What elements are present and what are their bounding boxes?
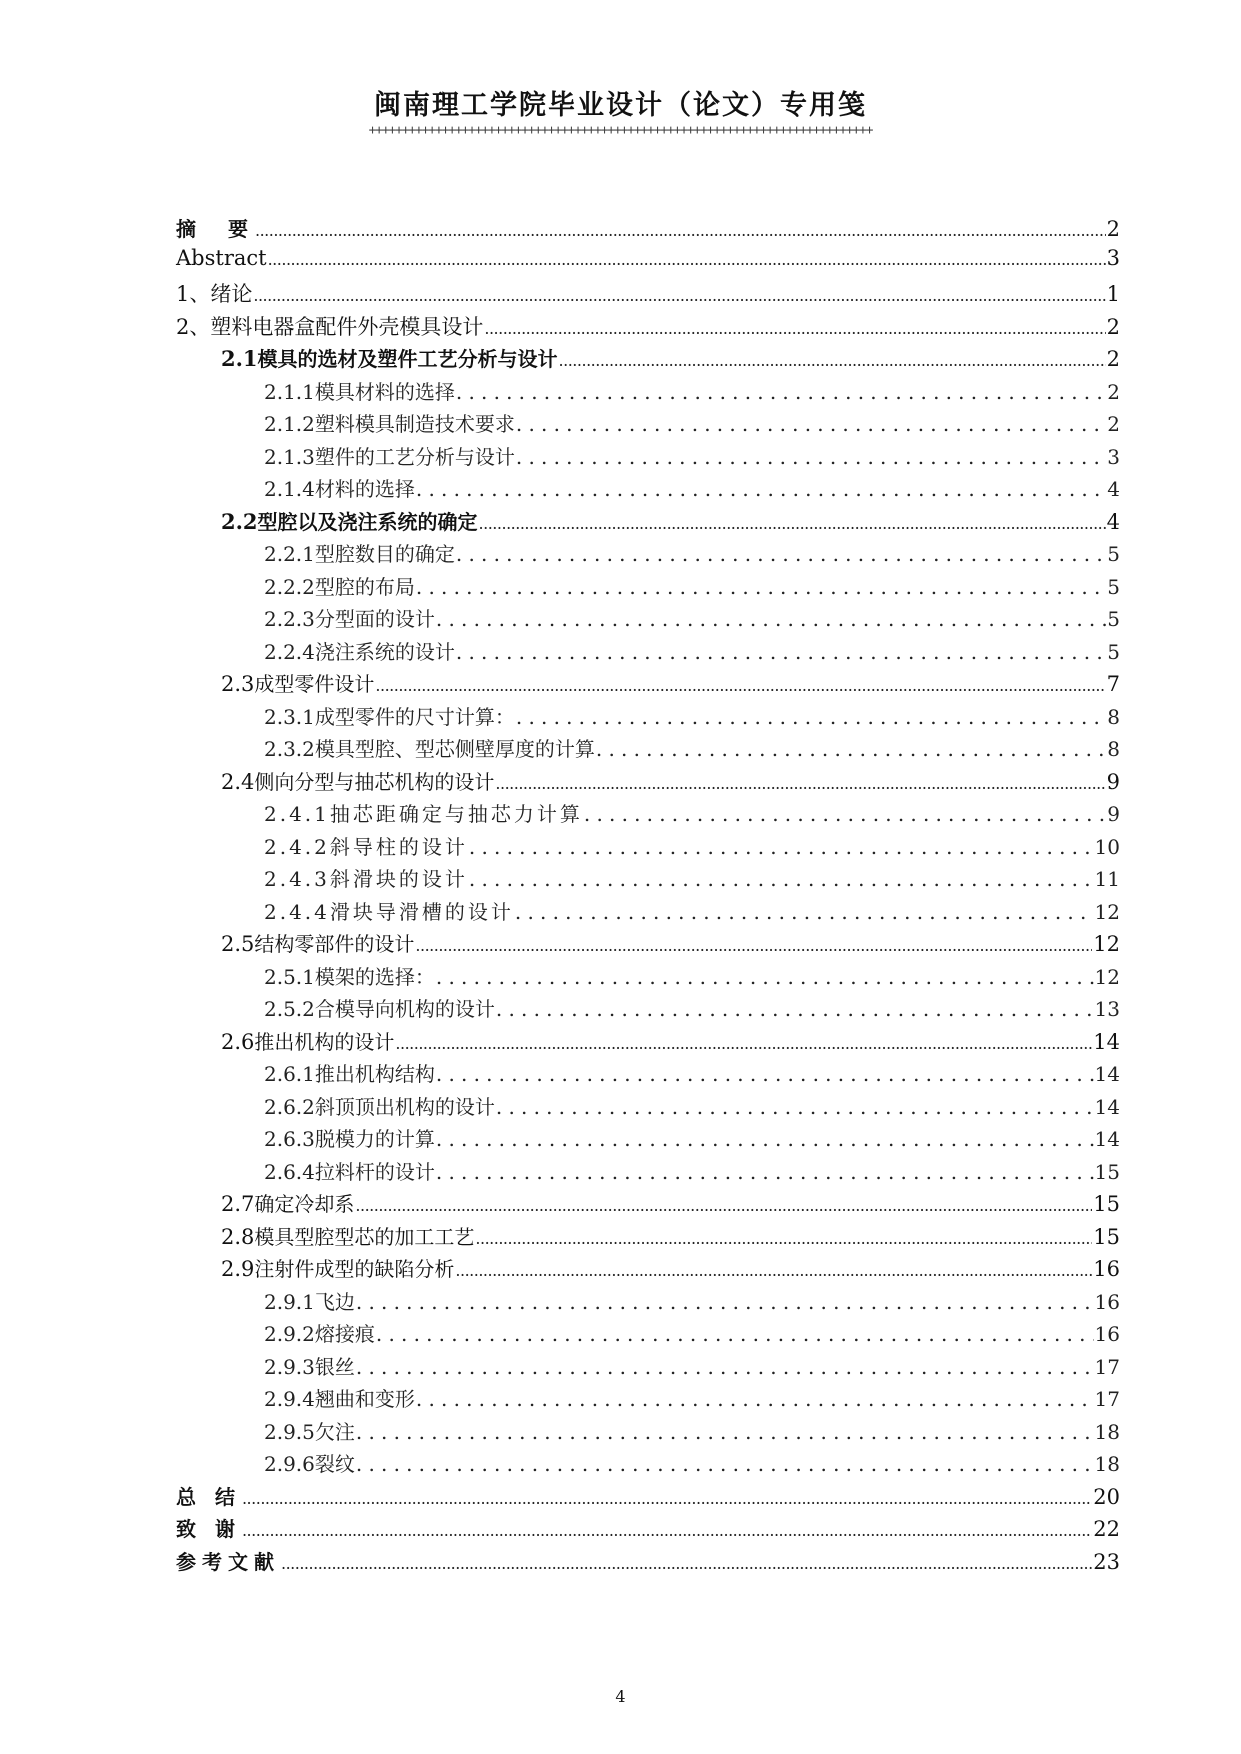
toc-entry-page: 16 <box>1094 1289 1120 1314</box>
toc-entry-page: 14 <box>1093 1029 1120 1054</box>
toc-dot-leader <box>559 347 1106 371</box>
toc-entry-page: 13 <box>1094 997 1120 1021</box>
toc-entry-title: 分型面的设计 <box>314 607 435 631</box>
toc-entry-title: 成型零件的尺寸计算： <box>314 704 515 729</box>
toc-entry[interactable] <box>176 213 1120 246</box>
toc-entry-page: 2 <box>1106 217 1120 241</box>
toc-entry-page: 2 <box>1107 379 1120 404</box>
toc-entry[interactable] <box>176 1253 1120 1286</box>
toc-entry-number: 2.3.1 <box>264 704 315 729</box>
toc-entry-number: 2.5.2 <box>264 997 315 1021</box>
toc-entry-title: 浇注系统的设计 <box>314 639 455 664</box>
toc-entry-page: 16 <box>1094 1322 1120 1346</box>
toc-entry[interactable] <box>176 1383 1120 1416</box>
page-title: 闽南理工学院毕业设计（论文）专用笺 <box>374 90 867 121</box>
toc-entry-title: 塑料电器盒配件外壳模具设计 <box>210 314 484 339</box>
toc-entry-page: 17 <box>1094 1387 1120 1411</box>
toc-entry-page: 5 <box>1107 542 1120 566</box>
toc-entry-number: 2.2.2 <box>264 574 315 599</box>
toc-entry-page: 12 <box>1094 899 1120 924</box>
toc-entry[interactable] <box>176 408 1120 441</box>
toc-entry[interactable] <box>176 441 1120 474</box>
toc-dot-leader <box>455 1257 1092 1281</box>
toc-entry-page: 2 <box>1106 314 1120 339</box>
toc-dot-leader <box>456 542 1106 566</box>
toc-entry[interactable] <box>176 733 1120 766</box>
toc-entry-title: 斜顶顶出机构的设计 <box>314 1094 495 1119</box>
toc-entry-title: Abstract <box>176 245 267 270</box>
toc-entry[interactable] <box>176 831 1120 864</box>
toc-entry-number: 2.1.4 <box>264 477 315 501</box>
toc-entry-page: 18 <box>1094 1452 1120 1476</box>
toc-entry[interactable] <box>176 668 1120 701</box>
toc-entry-number: 2.4.1 <box>264 802 330 826</box>
toc-dot-leader <box>515 900 1094 924</box>
toc-dot-leader <box>475 1225 1092 1249</box>
toc-entry-title: 滑块导滑槽的设计 <box>329 899 514 924</box>
toc-entry-page: 11 <box>1094 867 1120 891</box>
toc-entry[interactable] <box>176 376 1120 409</box>
toc-dot-leader <box>469 867 1094 891</box>
toc-entry-title: 飞边 <box>314 1289 355 1314</box>
toc-entry-page: 18 <box>1094 1419 1120 1444</box>
toc-entry-number: 2.6.3 <box>264 1127 315 1151</box>
toc-entry-title: 斜导柱的设计 <box>329 834 468 859</box>
toc-entry-title: 模具型腔型芯的加工工艺 <box>254 1224 475 1249</box>
toc-entry[interactable] <box>176 961 1120 994</box>
toc-entry-page: 7 <box>1106 672 1120 696</box>
toc-entry-number: 2.1.3 <box>264 444 315 469</box>
toc-dot-leader <box>516 445 1106 469</box>
toc-dot-leader <box>355 1192 1092 1216</box>
toc-entry-title: 模具型腔、型芯侧壁厚度的计算 <box>314 737 595 761</box>
toc-entry-title: 模架的选择： <box>314 964 435 989</box>
toc-entry-number: 2.7 <box>221 1192 255 1216</box>
toc-entry-page: 8 <box>1107 737 1120 761</box>
toc-entry-number: 2.4.4 <box>264 899 330 924</box>
toc-entry-number: 2.9.6 <box>264 1452 315 1476</box>
toc-entry[interactable] <box>176 863 1120 896</box>
toc-entry[interactable] <box>176 311 1120 344</box>
toc-dot-leader <box>436 607 1106 631</box>
toc-entry-number: 2.9 <box>221 1257 255 1281</box>
toc-entry-number: 2.9.5 <box>264 1419 315 1444</box>
toc-dot-leader <box>436 1160 1094 1184</box>
toc-entry-page: 5 <box>1107 574 1120 599</box>
toc-entry-title: 脱模力的计算 <box>314 1127 435 1151</box>
toc-entry[interactable] <box>176 1221 1120 1254</box>
toc-entry[interactable] <box>176 278 1120 311</box>
toc-entry-title: 型腔数目的确定 <box>314 542 455 566</box>
toc-entry-page: 4 <box>1107 477 1120 501</box>
toc-entry-number: 2.2.1 <box>264 542 315 566</box>
toc-dot-leader <box>253 282 1105 306</box>
toc-entry-page: 17 <box>1094 1354 1120 1379</box>
toc-dot-leader <box>416 1387 1094 1411</box>
toc-entry[interactable] <box>176 993 1120 1026</box>
toc-entry-title: 翘曲和变形 <box>314 1387 415 1411</box>
toc-entry-page: 8 <box>1107 704 1120 729</box>
toc-entry-number: 2.6.2 <box>264 1094 315 1119</box>
toc-entry[interactable] <box>176 766 1120 799</box>
toc-entry-title: 熔接痕 <box>314 1322 375 1346</box>
toc-entry-title: 确定冷却系 <box>254 1192 355 1216</box>
toc-entry[interactable] <box>176 343 1120 376</box>
toc-entry-title: 参考文献 <box>176 1549 280 1574</box>
toc-entry[interactable] <box>176 1156 1120 1189</box>
toc-entry-page: 16 <box>1093 1257 1120 1281</box>
toc-dot-leader <box>255 217 1106 241</box>
toc-entry[interactable] <box>176 636 1120 669</box>
toc-entry[interactable] <box>176 798 1120 831</box>
toc-entry[interactable] <box>176 1058 1120 1091</box>
toc-entry-title: 型腔以及浇注系统的确定 <box>257 509 478 534</box>
page-header <box>0 88 1241 138</box>
toc-entry-number: 2.9.2 <box>264 1322 315 1346</box>
toc-entry-title: 侧向分型与抽芯机构的设计 <box>254 769 495 794</box>
toc-entry-number: 2.6.4 <box>264 1159 315 1184</box>
toc-entry-page: 14 <box>1094 1127 1120 1151</box>
toc-entry-title: 注射件成型的缺陷分析 <box>254 1257 455 1281</box>
toc-entry-title: 斜滑块的设计 <box>329 867 468 891</box>
toc-entry-number: 2.5 <box>221 932 255 956</box>
toc-dot-leader <box>436 965 1094 989</box>
toc-entry-number: 2.5.1 <box>264 964 315 989</box>
toc-entry-page: 9 <box>1106 769 1120 794</box>
toc-entry-page: 22 <box>1093 1517 1120 1541</box>
toc-entry-title: 塑料模具制造技术要求 <box>314 412 515 436</box>
toc-entry-number: 2.9.4 <box>264 1387 315 1411</box>
toc-entry-number: 2.4.3 <box>264 867 330 891</box>
toc-entry[interactable] <box>176 1481 1120 1514</box>
toc-entry-number: 2.2 <box>221 508 258 534</box>
toc-dot-leader <box>356 1420 1094 1444</box>
toc-entry-number: 2.1.2 <box>264 412 315 436</box>
toc-entry-page: 5 <box>1107 639 1120 664</box>
toc-entry-number: 1、 <box>176 282 211 306</box>
toc-dot-leader <box>356 1355 1094 1379</box>
toc-entry-title: 推出机构的设计 <box>254 1029 395 1054</box>
toc-entry-title: 裂纹 <box>314 1452 355 1476</box>
toc-entry-title: 摘 要 <box>176 217 254 241</box>
toc-entry-page: 14 <box>1094 1094 1120 1119</box>
toc-dot-leader <box>596 737 1106 761</box>
toc-entry-title: 银丝 <box>314 1354 355 1379</box>
toc-entry-page: 2 <box>1107 412 1120 436</box>
toc-entry[interactable] <box>176 1351 1120 1384</box>
toc-entry-page: 12 <box>1093 932 1120 956</box>
toc-entry-number: 2.2.4 <box>264 639 315 664</box>
header-rule: ++++++++++++++++++++++++++++++++++++++++++++++++++++++++++++++++++++++++++++ <box>368 124 873 138</box>
toc-entry-title: 推出机构结构 <box>314 1062 435 1086</box>
toc-dot-leader <box>516 705 1106 729</box>
toc-entry-number: 2.6 <box>221 1029 255 1054</box>
toc-entry-title: 塑件的工艺分析与设计 <box>314 444 515 469</box>
toc-dot-leader <box>242 1485 1092 1509</box>
toc-entry-title: 总 结 <box>176 1484 241 1509</box>
toc-entry-page: 15 <box>1093 1224 1120 1249</box>
toc-entry-page: 5 <box>1107 607 1120 631</box>
toc-dot-leader <box>356 1452 1094 1476</box>
toc-entry-number: 2.9.3 <box>264 1354 315 1379</box>
toc-entry-number: 2.8 <box>221 1224 255 1249</box>
toc-entry-page: 12 <box>1094 964 1120 989</box>
toc-dot-leader <box>268 246 1106 270</box>
toc-entry-number: 2.4.2 <box>264 834 330 859</box>
toc-dot-leader <box>436 1127 1094 1151</box>
toc-dot-leader <box>469 835 1094 859</box>
toc-entry[interactable] <box>176 928 1120 961</box>
toc-entry[interactable] <box>176 1318 1120 1351</box>
toc-dot-leader <box>376 1322 1094 1346</box>
toc-entry-page: 14 <box>1094 1062 1120 1086</box>
toc-dot-leader <box>516 412 1106 436</box>
toc-entry[interactable] <box>176 506 1120 539</box>
toc-entry-page: 15 <box>1094 1159 1120 1184</box>
toc-entry-number: 2.4 <box>221 769 255 794</box>
toc-entry-title: 致 谢 <box>176 1517 241 1541</box>
toc-entry-page: 15 <box>1093 1192 1120 1216</box>
toc-entry-title: 成型零件设计 <box>254 672 375 696</box>
toc-entry-title: 型腔的布局 <box>314 574 415 599</box>
toc-entry[interactable] <box>176 1448 1120 1481</box>
toc-entry-page: 10 <box>1094 834 1120 859</box>
toc-dot-leader <box>495 770 1105 794</box>
toc-entry-title: 欠注 <box>314 1419 355 1444</box>
toc-entry-number: 2.9.1 <box>264 1289 315 1314</box>
toc-entry-number: 2、 <box>176 314 211 339</box>
toc-entry-number: 2.6.1 <box>264 1062 315 1086</box>
toc-entry-page: 20 <box>1093 1484 1120 1509</box>
toc-entry[interactable] <box>176 1546 1120 1579</box>
toc-dot-leader <box>375 672 1105 696</box>
toc-entry-page: 23 <box>1093 1549 1120 1574</box>
toc-dot-leader <box>479 510 1106 534</box>
toc-entry-number: 2.1 <box>221 346 258 371</box>
toc-entry[interactable] <box>176 538 1120 571</box>
toc-entry-title: 绪论 <box>210 282 253 306</box>
toc-entry[interactable] <box>176 1123 1120 1156</box>
toc-entry[interactable] <box>176 246 1120 279</box>
toc-entry[interactable] <box>176 1286 1120 1319</box>
toc-entry[interactable] <box>176 701 1120 734</box>
toc-dot-leader <box>415 932 1092 956</box>
toc-dot-leader <box>496 997 1094 1021</box>
toc-dot-leader <box>416 477 1106 501</box>
toc-entry-title: 结构零部件的设计 <box>254 932 415 956</box>
toc-dot-leader <box>456 640 1106 664</box>
toc-entry[interactable] <box>176 896 1120 929</box>
toc-dot-leader <box>496 1095 1094 1119</box>
toc-dot-leader <box>584 802 1106 826</box>
toc-entry-number: 2.3.2 <box>264 737 315 761</box>
toc-dot-leader <box>242 1517 1092 1541</box>
table-of-contents <box>176 213 1120 1578</box>
toc-dot-leader <box>436 1062 1094 1086</box>
toc-entry-title: 拉料杆的设计 <box>314 1159 435 1184</box>
toc-entry[interactable] <box>176 1188 1120 1221</box>
toc-entry-title: 材料的选择 <box>314 477 415 501</box>
toc-dot-leader <box>281 1550 1092 1574</box>
toc-entry-title: 模具材料的选择 <box>314 379 455 404</box>
toc-dot-leader <box>356 1290 1094 1314</box>
toc-entry-number: 2.3 <box>221 672 255 696</box>
toc-entry[interactable] <box>176 473 1120 506</box>
toc-entry[interactable] <box>176 1026 1120 1059</box>
toc-dot-leader <box>395 1030 1092 1054</box>
toc-entry-page: 4 <box>1106 509 1120 534</box>
toc-entry-page: 3 <box>1106 245 1120 270</box>
toc-dot-leader <box>456 380 1106 404</box>
toc-entry[interactable] <box>176 1091 1120 1124</box>
toc-entry-title: 抽芯距确定与抽芯力计算 <box>329 802 583 826</box>
toc-dot-leader <box>484 315 1105 339</box>
toc-entry[interactable] <box>176 603 1120 636</box>
toc-entry-number: 2.2.3 <box>264 607 315 631</box>
toc-entry[interactable] <box>176 1416 1120 1449</box>
toc-entry-number: 2.1.1 <box>264 379 315 404</box>
toc-entry-title: 合模导向机构的设计 <box>314 997 495 1021</box>
toc-entry[interactable] <box>176 571 1120 604</box>
toc-dot-leader <box>416 575 1106 599</box>
toc-entry-page: 1 <box>1106 282 1120 306</box>
toc-entry-page: 3 <box>1107 444 1120 469</box>
toc-entry-page: 9 <box>1107 802 1120 826</box>
toc-entry[interactable] <box>176 1513 1120 1546</box>
page-number: 4 <box>615 1687 626 1706</box>
toc-entry-page: 2 <box>1106 347 1120 371</box>
toc-entry-title: 模具的选材及塑件工艺分析与设计 <box>257 347 558 371</box>
